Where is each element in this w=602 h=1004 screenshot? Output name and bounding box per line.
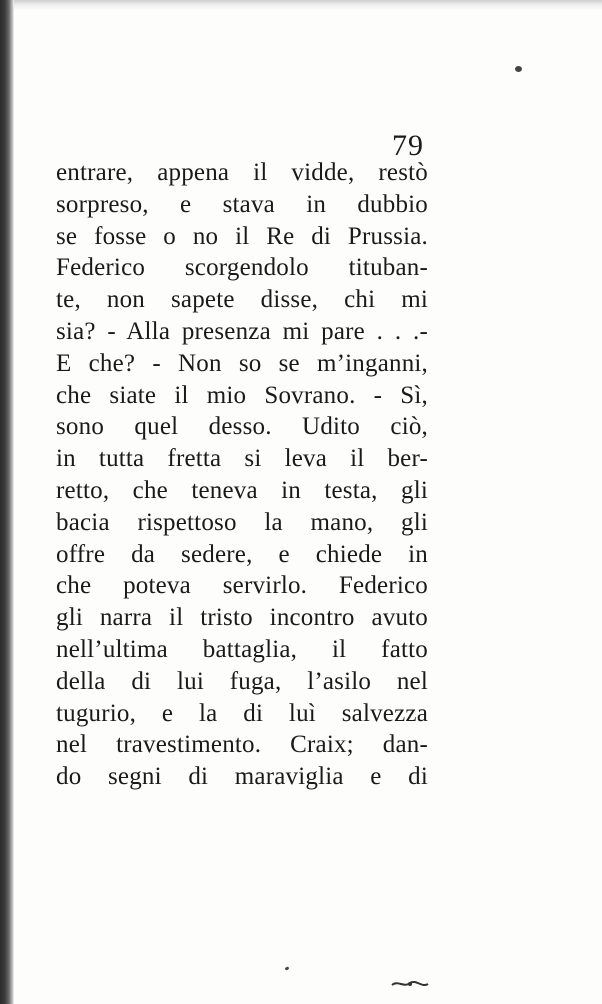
- text-line: sorpreso, e stava in dubbio: [56, 190, 428, 218]
- text-line: te, non sapete disse, chi mi: [56, 286, 428, 314]
- text-line: che poteva servirlo. Federico: [56, 572, 428, 600]
- text-line: nel travestimento. Craix; dan-: [56, 731, 428, 759]
- text-line: entrare, appena il vidde, restò: [56, 159, 428, 186]
- text-line: tugurio, e la di luì salvezza: [56, 699, 428, 727]
- text-line: della di lui fuga, l’asilo nel: [56, 667, 428, 695]
- binding-edge: [0, 0, 14, 1004]
- text-line: offre da sedere, e chiede in: [56, 540, 428, 568]
- page-number: 79: [392, 129, 424, 162]
- text-line: in tutta fretta si leva il ber-: [56, 445, 428, 473]
- text-line: nell’ultima battaglia, il fatto: [56, 635, 428, 663]
- text-line: sono quel desso. Udito ciò,: [56, 413, 428, 441]
- text-line: bacia rispettoso la mano, gli: [56, 508, 428, 536]
- text-line: E che? - Non so se m’inganni,: [56, 349, 428, 377]
- ink-speck: [285, 966, 290, 971]
- text-line: Federico scorgendolo tituban-: [56, 254, 428, 282]
- text-line: gli narra il tristo incontro avuto: [56, 604, 428, 632]
- text-line: sia? - Alla presenza mi pare . . .-: [56, 317, 428, 345]
- ink-speck: [515, 66, 522, 72]
- ornament-icon: [390, 978, 430, 990]
- page-top-edge: [14, 0, 602, 10]
- text-line: do segni di maraviglia e di: [56, 763, 428, 791]
- text-line: retto, che teneva in testa, gli: [56, 476, 428, 504]
- body-text: [56, 157, 428, 793]
- text-line: se fosse o no il Re di Prussia.: [56, 222, 428, 250]
- text-line: che siate il mio Sovrano. - Sì,: [56, 381, 428, 409]
